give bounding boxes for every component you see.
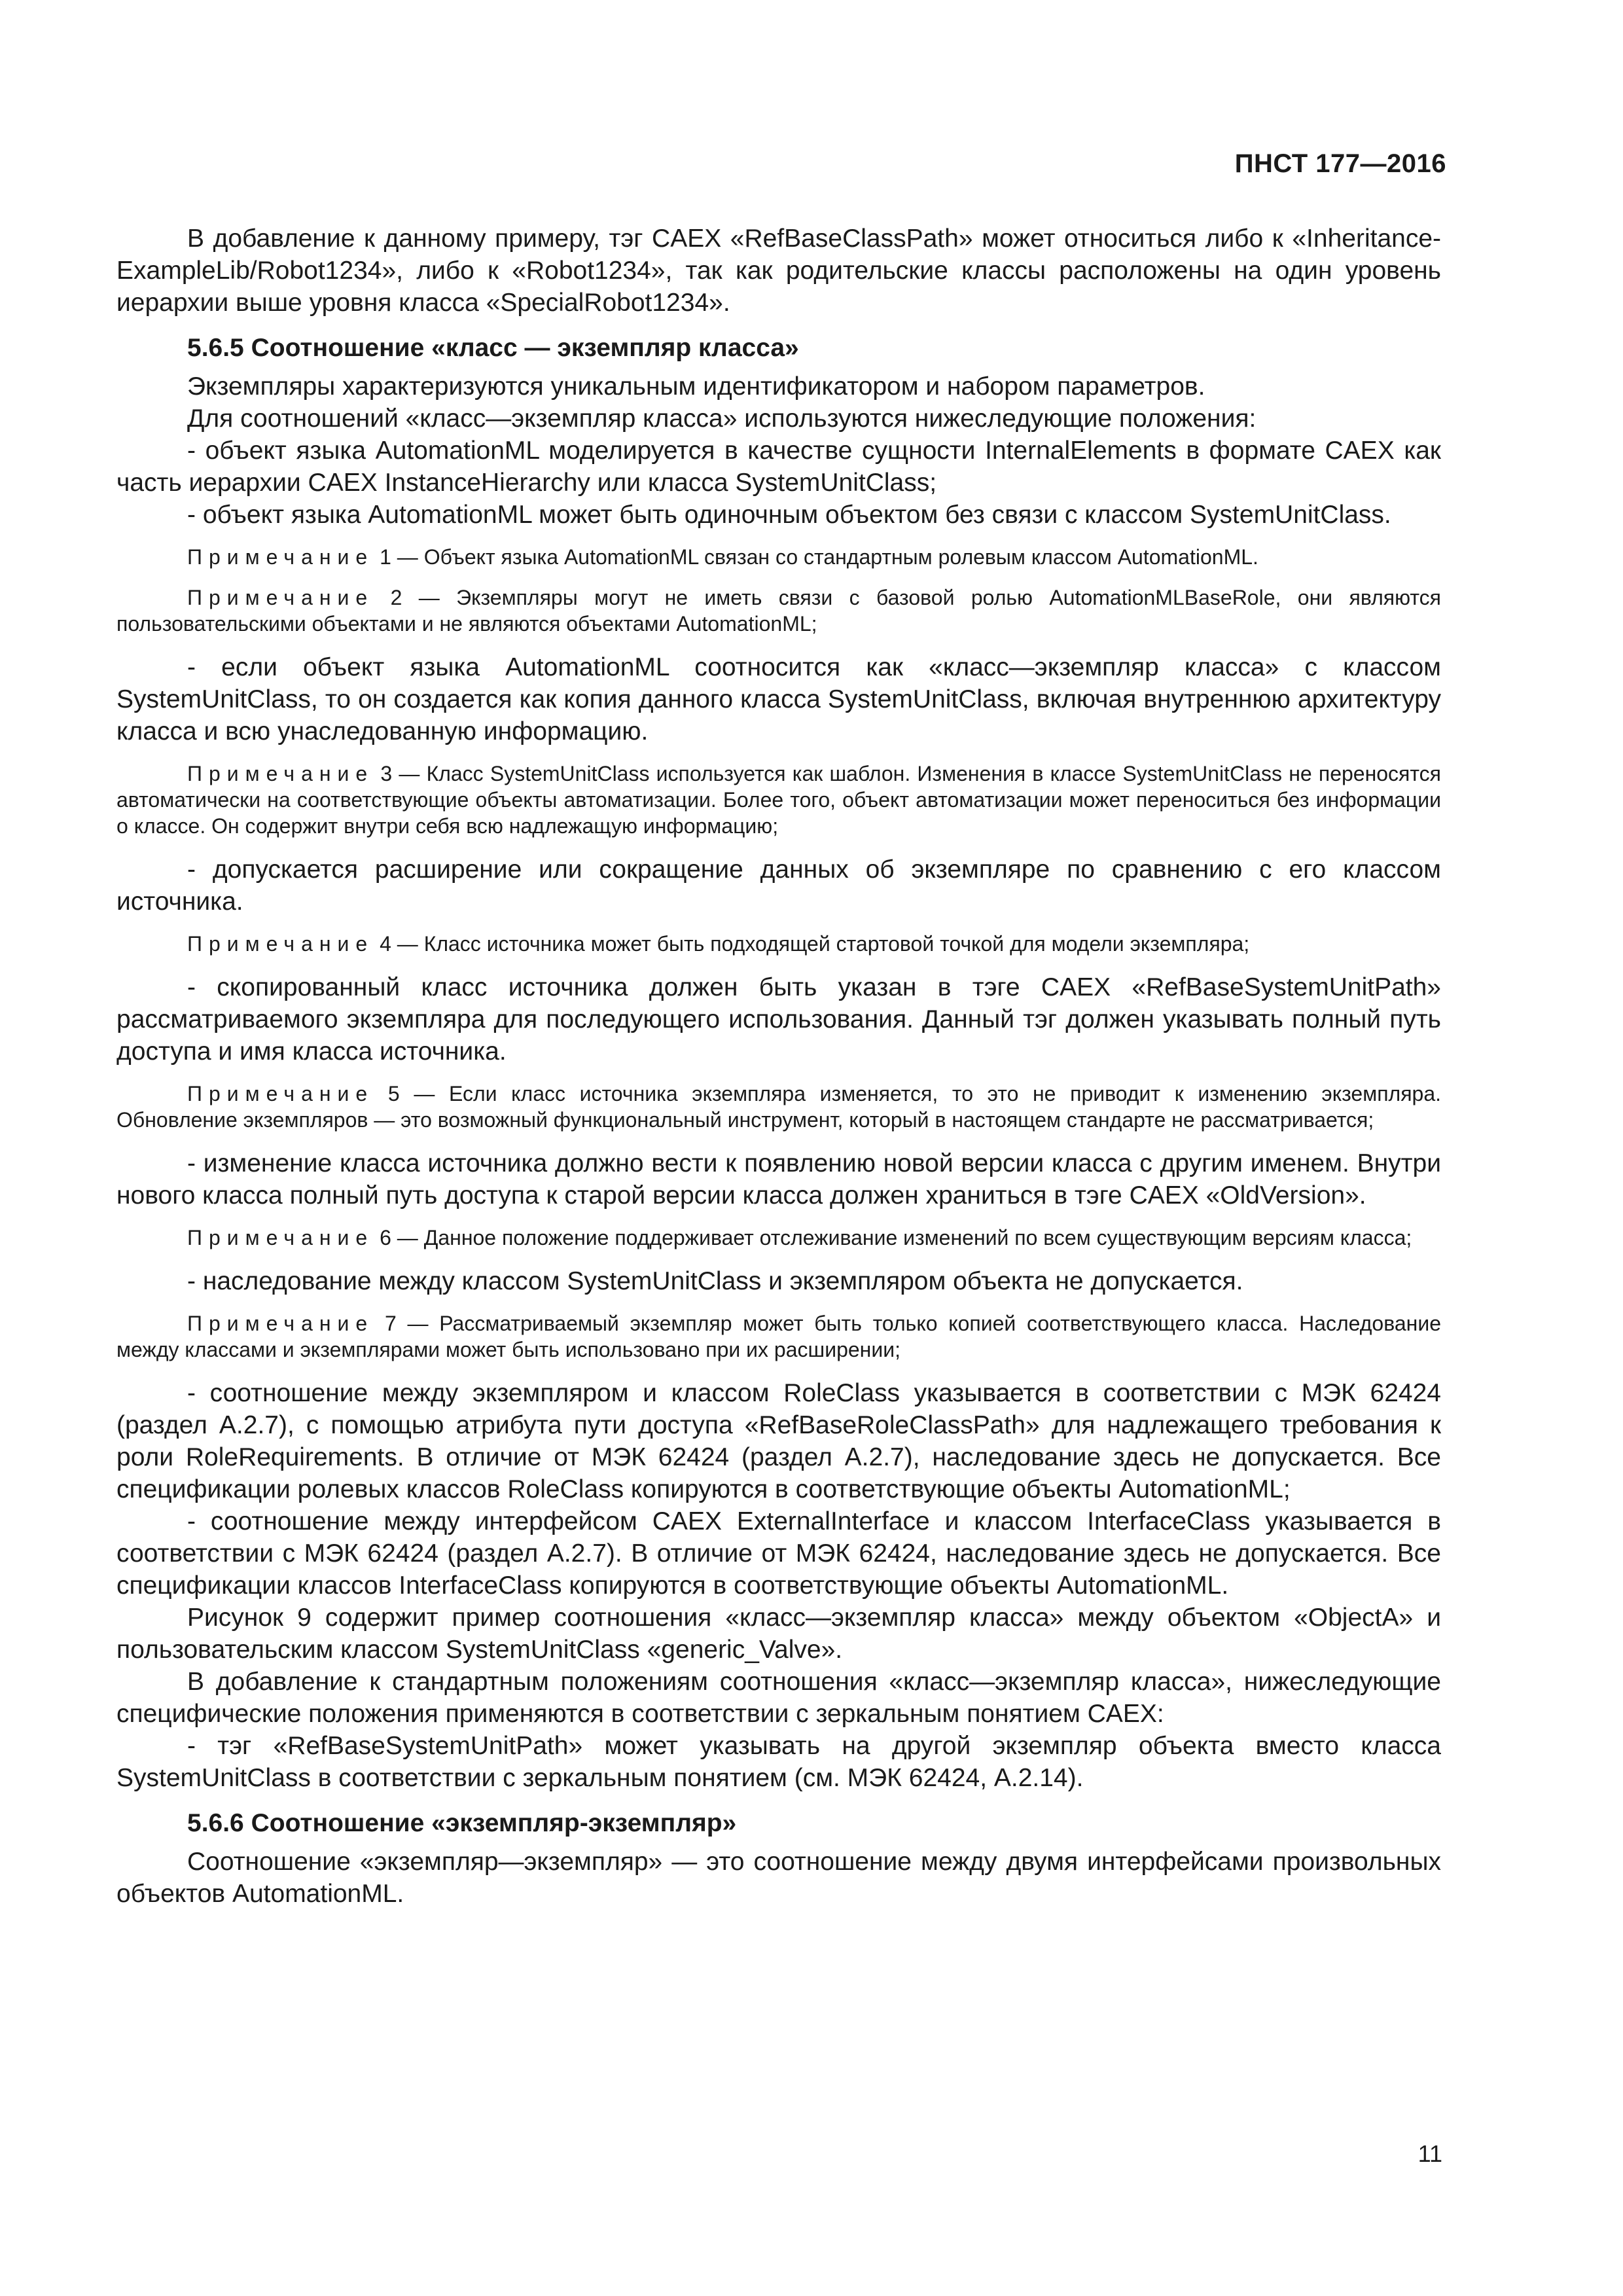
note-text: 3 — Класс SystemUnitClass используется как шаблон. Изменения в классе SystemUnitClass не переносятся автоматически на соответствующие объекты автоматизации. Более того, объект автоматизации может переноситься без информации о классе. Он содержит внутри себя всю надлежащую информацию;	[116, 762, 1441, 838]
note	[116, 544, 1441, 570]
note-text: 6 — Данное положение поддерживает отслеживание изменений по всем существующим версиям класса;	[374, 1226, 1412, 1249]
note-label: Примечание	[187, 932, 374, 956]
list-item: - допускается расширение или сокращение данных об экземпляре по сравнению с его классом источника.	[116, 855, 1441, 916]
page-number: 11	[1418, 2140, 1442, 2167]
note-label: Примечание	[187, 1226, 374, 1249]
list-item: - наследование между классом SystemUnitClass и экземпляром объекта не допускается.	[187, 1267, 1243, 1295]
note-label: Примечание	[187, 1082, 374, 1105]
list-item: - скопированный класс источника должен быть указан в тэге CAEX «RefBaseSystemUnitPath» рассматриваемого экземпляра для последующего использования. Данный тэг должен указывать полный путь доступа и имя класса источника.	[116, 973, 1441, 1066]
list-item: - тэг «RefBaseSystemUnitPath» может указывать на другой экземпляр объекта вместо класса SystemUnitClass в соответствии с зеркальным понятием (см. МЭК 62424, А.2.14).	[116, 1732, 1441, 1792]
note-label: Примечание	[187, 762, 374, 785]
list-item: - объект языка AutomationML моделируется в качестве сущности InternalElements в формате CAEX как часть иерархии CAEX InstanceHierarchy или класса SystemUnitClass;	[116, 437, 1441, 497]
paragraph: Рисунок 9 содержит пример соотношения «класс—экземпляр класса» между объектом «ObjectA» и пользовательским классом SystemUnitClass «generic_Valve».	[116, 1604, 1441, 1664]
paragraph: Для соотношений «класс—экземпляр класса» используются нижеследующие положения:	[187, 404, 1257, 433]
note-text: 2 — Экземпляры могут не иметь связи с базовой ролью AutomationMLBaseRole, они являются пользовательскими объектами и не являются объектами AutomationML;	[116, 586, 1441, 636]
document-code: ПНСТ 177—2016	[1234, 149, 1446, 178]
section-heading: 5.6.5 Соотношение «класс — экземпляр класса»	[187, 334, 799, 362]
note	[116, 584, 1441, 637]
list-item: - соотношение между экземпляром и классом RoleClass указывается в соответствии с МЭК 62424 (раздел А.2.7), с помощью атрибута пути доступа «RefBaseRoleClassPath» для надлежащего требования к роли RoleRequirements. В отличие от МЭК 62424 (раздел А.2.7), наследование здесь не допускается. Все спецификации ролевых классов RoleClass копируются в соответствующие объекты AutomationML;	[116, 1379, 1441, 1503]
list-item: - изменение класса источника должно вести к появлению новой версии класса с другим именем. Внутри нового класса полный путь доступа к старой версии класса должен храниться в тэге CAEX «OldVersion».	[116, 1149, 1441, 1210]
note	[116, 1225, 1441, 1251]
page-body	[116, 223, 1441, 1910]
list-item: - объект языка AutomationML может быть одиночным объектом без связи с классом SystemUnitClass.	[187, 501, 1391, 529]
note	[116, 1310, 1441, 1363]
paragraph: Экземпляры характеризуются уникальным идентификатором и набором параметров.	[187, 372, 1205, 401]
section-heading: 5.6.6 Соотношение «экземпляр-экземпляр»	[187, 1809, 737, 1837]
note-label: Примечание	[187, 586, 374, 609]
note	[116, 1081, 1441, 1133]
note-label: Примечание	[187, 545, 374, 569]
note-label: Примечание	[187, 1312, 374, 1335]
list-item: - если объект языка AutomationML соотносится как «класс—экземпляр класса» с классом SystemUnitClass, то он создается как копия данного класса SystemUnitClass, включая внутреннюю архитектуру класса и всю унаследованную информацию.	[116, 653, 1441, 745]
note-text: 7 — Рассматриваемый экземпляр может быть только копией соответствующего класса. Наследование между классами и экземплярами может быть использовано при их расширении;	[116, 1312, 1441, 1361]
note	[116, 931, 1441, 957]
paragraph: В добавление к данному примеру, тэг CAEX «RefBaseClassPath» может относиться либо к «Inheritance-ExampleLib/Robot1234», либо к «Robot1234», так как родительские классы расположены на один уровень иерархии выше уровня класса «SpecialRobot1234».	[116, 224, 1441, 317]
paragraph: В добавление к стандартным положениям соотношения «класс—экземпляр класса», нижеследующие специфические положения применяются в соответствии с зеркальным понятием CAEX:	[116, 1668, 1441, 1728]
note-text: 1 — Объект языка AutomationML связан со стандартным ролевым классом AutomationML.	[374, 545, 1258, 569]
list-item: - соотношение между интерфейсом CAEX ExternalInterface и классом InterfaceClass указывается в соответствии с МЭК 62424 (раздел А.2.7). В отличие от МЭК 62424, наследование здесь не допускается. Все спецификации классов InterfaceClass копируются в соответствующие объекты AutomationML.	[116, 1507, 1441, 1600]
note	[116, 761, 1441, 839]
note-text: 5 — Если класс источника экземпляра изменяется, то это не приводит к изменению экземпляра. Обновление экземпляров — это возможный функциональный инструмент, который в настоящем стандарте не рассматривается;	[116, 1082, 1441, 1132]
note-text: 4 — Класс источника может быть подходящей стартовой точкой для модели экземпляра;	[374, 932, 1250, 956]
paragraph: Соотношение «экземпляр—экземпляр» — это соотношение между двумя интерфейсами произвольных объектов AutomationML.	[116, 1848, 1441, 1908]
